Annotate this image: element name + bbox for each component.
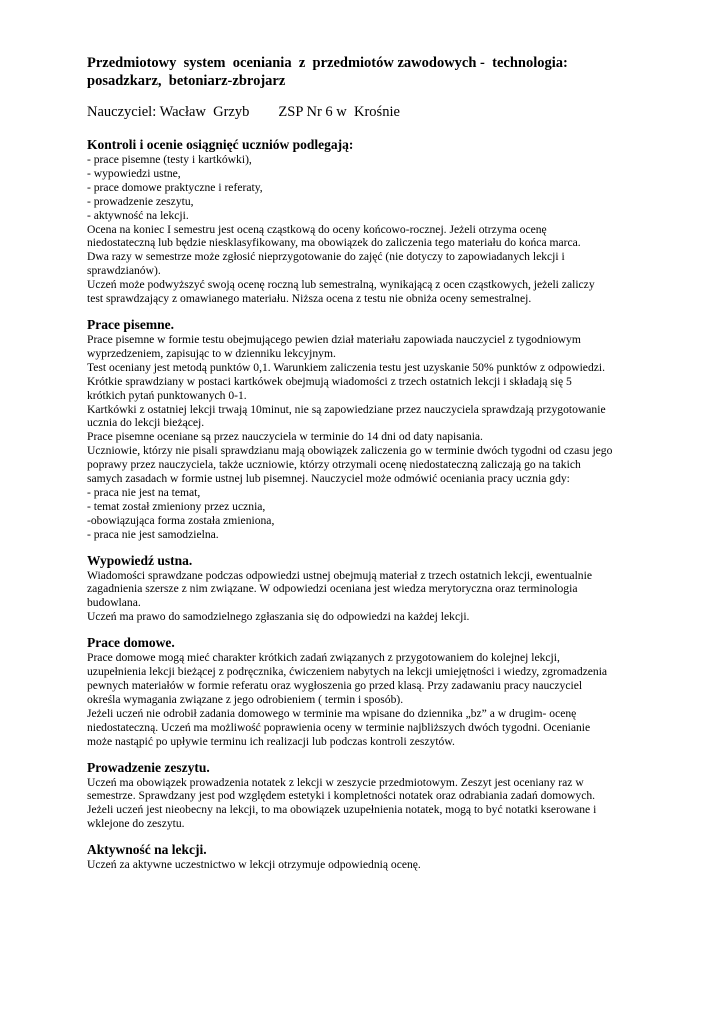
section-heading: Prace pisemne. (87, 316, 174, 332)
section-heading: Prowadzenie zeszytu. (87, 759, 210, 775)
text-line: - wypowiedzi ustne, (87, 166, 181, 180)
text-line: budowlana. (87, 596, 141, 610)
text-line: Dwa razy w semestrze może zgłosić nieprzygotowanie do zajęć (nie dotyczy to zapowiadanych lekcji i (87, 250, 565, 264)
text-line: niedostateczną. Uczeń ma możliwość poprawienia oceny w terminie najbliższych dwóch tygodni. Ocenianie (87, 720, 591, 734)
section-body (87, 776, 664, 832)
text-line: - praca nie jest na temat, (87, 485, 201, 499)
section-body (87, 858, 664, 872)
document-title-line-2: posadzkarz, betoniarz-zbrojarz (87, 73, 286, 89)
text-line: - temat został zmieniony przez ucznia, (87, 499, 266, 513)
section (87, 317, 664, 542)
text-line: Uczeń ma obowiązek prowadzenia notatek z lekcji w zeszycie przedmiotowym. Zeszyt jest oceniany raz w (87, 775, 584, 789)
text-line: wklejone do zeszytu. (87, 817, 185, 831)
text-line: ucznia do lekcji bieżącej. (87, 416, 205, 430)
text-line: -obowiązująca forma została zmieniona, (87, 513, 275, 527)
text-line: Kartkówki z ostatniej lekcji trwają 10minut, nie są zapowiedziane przez nauczyciela sprawdzają przygotowanie (87, 402, 606, 416)
section (87, 760, 664, 832)
text-line: zagadnienia szersze z nim związane. W odpowiedzi oceniana jest wiedza merytoryczna oraz terminologia (87, 582, 578, 596)
text-line: Uczeń może podwyższyć swoją ocenę roczną lub semestralną, wynikającą z ocen cząstkowych, jeżeli zaliczy (87, 278, 595, 292)
document-title-line-1: Przedmiotowy system oceniania z przedmiotów zawodowych - technologia: (87, 55, 568, 71)
section-body (87, 569, 664, 625)
text-line: krótkich pytań punktowanych 0-1. (87, 388, 247, 402)
section-body (87, 651, 664, 748)
text-line: Jeżeli uczeń nie odrobił zadania domowego w terminie ma wpisane do dziennika „bz” a w drugim- ocenę (87, 706, 577, 720)
section-heading: Prace domowe. (87, 635, 175, 651)
text-line: poprawy przez nauczyciela, także uczniowie, którzy otrzymali ocenę niedostateczną zaliczają go na takich (87, 458, 581, 472)
text-line: - praca nie jest samodzielna. (87, 527, 219, 541)
text-line: może nastąpić po upływie terminu ich realizacji lub podczas kontroli zeszytów. (87, 734, 455, 748)
document-sections (87, 137, 664, 872)
text-line: - prace pisemne (testy i kartkówki), (87, 153, 252, 166)
teacher-line: Nauczyciel: Wacław Grzyb ZSP Nr 6 w Krośnie (87, 104, 400, 120)
text-line: pewnych materiałów w formie referatu oraz wygłoszenia go przed klasą. Przy zadawaniu pracy nauczyciel (87, 679, 583, 692)
text-line: określa wymagania związane z jego odrobieniem ( termin i sposób). (87, 692, 404, 706)
text-line: - prace domowe praktyczne i referaty, (87, 180, 263, 194)
text-line: Prace pisemne w formie testu obejmującego pewien dział materiału zapowiada nauczyciel z tygodniowym (87, 332, 581, 346)
text-line: Uczniowie, którzy nie pisali sprawdzianu mają obowiązek zaliczenia go w terminie dwóch tygodni od czasu jego (87, 444, 613, 458)
section-heading: Aktywność na lekcji. (87, 842, 207, 858)
text-line: Test oceniany jest metodą punktów 0,1. Warunkiem zaliczenia testu jest uzyskanie 50% punktów z odpowiedzi. (87, 360, 606, 374)
text-line: test sprawdzający z omawianego materiału. Niższa ocena z testu nie obniża oceny semestralnej. (87, 292, 532, 306)
text-line: wyprzedzeniem, zapisując to w dzienniku lekcyjnym. (87, 346, 336, 360)
text-line: Prace domowe mogą mieć charakter krótkich zadań związanych z przygotowaniem do kolejnej lekcji, (87, 651, 560, 665)
text-line: Ocena na koniec I semestru jest oceną cząstkową do oceny końcowo-rocznej. Jeżeli otrzyma ocenę (87, 222, 547, 236)
text-line: Uczeń ma prawo do samodzielnego zgłaszania się do odpowiedzi na każdej lekcji. (87, 610, 470, 624)
text-line: semestrze. Sprawdzany jest pod względem estetyki i kompletności notatek oraz odrabiania zadań domowych. (87, 789, 596, 803)
text-line: sprawdzianów). (87, 264, 161, 278)
section (87, 635, 664, 748)
text-line: Krótkie sprawdziany w postaci kartkówek obejmują wiadomości z trzech ostatnich lekcji i składają się 5 (87, 374, 572, 388)
text-line: Prace pisemne oceniane są przez nauczyciela w terminie do 14 dni od daty napisania. (87, 430, 483, 444)
section-heading: Wypowiedź ustna. (87, 552, 193, 568)
text-line: niedostateczną lub będzie niesklasyfikowany, ma obowiązek do zaliczenia tego materiału do końca marca. (87, 236, 581, 250)
section (87, 553, 664, 625)
section-body (87, 333, 664, 542)
text-line: Uczeń za aktywne uczestnictwo w lekcji otrzymuje odpowiednią ocenę. (87, 858, 421, 872)
text-line: - prowadzenie zeszytu, (87, 194, 194, 208)
section-heading: Kontroli i ocenie osiągnięć uczniów podlegają: (87, 137, 354, 152)
text-line: samych zasadach w formie ustnej lub pisemnej. Nauczyciel może odmówić oceniania pracy ucznia gdy: (87, 472, 570, 486)
section (87, 137, 664, 306)
section-body (87, 153, 664, 306)
section (87, 842, 664, 872)
text-line: uzupełnienia lekcji bieżącej z podręcznika, ćwiczeniem nabytych na lekcji umiejętności i wiedzy, zgromadzenia (87, 665, 608, 679)
text-line: - aktywność na lekcji. (87, 208, 189, 222)
text-line: Jeżeli uczeń jest nieobecny na lekcji, to ma obowiązek uzupełnienia notatek, mogą to być notatki kserowane i (87, 803, 597, 817)
text-line: Wiadomości sprawdzane podczas odpowiedzi ustnej obejmują materiał z trzech ostatnich lekcji, ewentualnie (87, 568, 592, 582)
